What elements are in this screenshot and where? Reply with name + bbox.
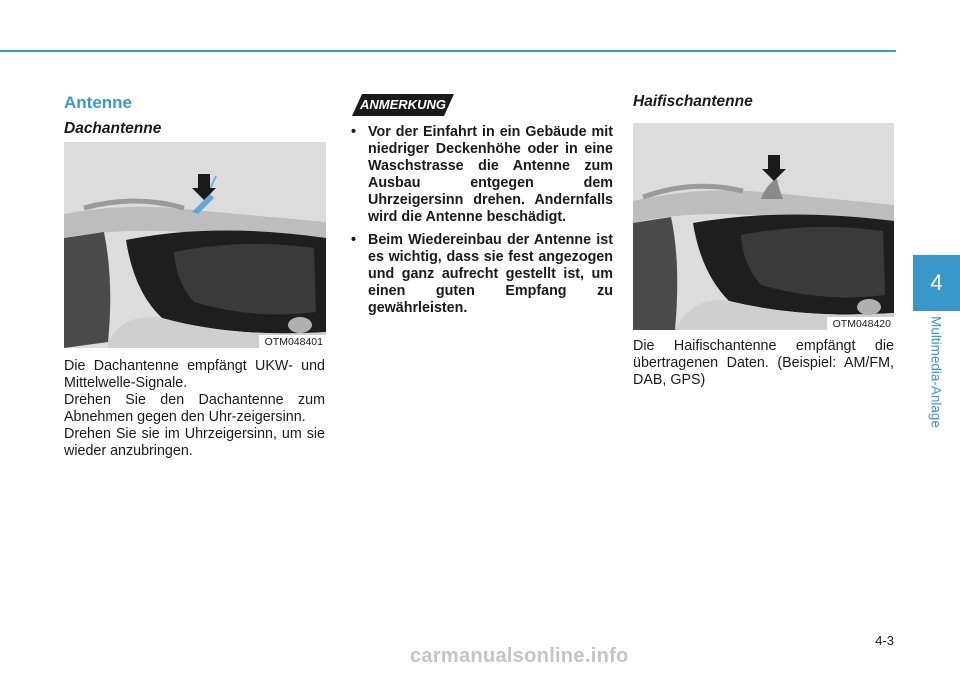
watermark: carmanualsonline.info xyxy=(410,645,629,667)
roof-antenna-illustration xyxy=(64,142,326,348)
chapter-name: Multimedia-Anlage xyxy=(928,316,944,428)
shark-antenna-figure xyxy=(633,123,894,330)
shark-antenna-description xyxy=(633,338,894,389)
list-item xyxy=(349,232,613,317)
paragraph: Die Haifischantenne empfängt die übertragenen Daten. (Beispiel: AM/FM, DAB, GPS) xyxy=(633,338,894,388)
paragraph: Drehen Sie sie im Uhrzeigersinn, um sie wieder anzubringen. xyxy=(64,426,325,459)
paragraph: Drehen Sie den Dachantenne zum Abnehmen gegen den Uhr-zeigersinn. xyxy=(64,392,325,425)
note-list xyxy=(349,124,613,323)
roof-antenna-figure-code: OTM048401 xyxy=(259,335,326,348)
shark-antenna-illustration xyxy=(633,123,894,330)
header-rule xyxy=(0,50,896,52)
paragraph: Die Dachantenne empfängt UKW- und Mittelwelle-Signale. xyxy=(64,358,325,391)
page-number: 4-3 xyxy=(875,633,894,648)
chapter-number: 4 xyxy=(930,270,943,295)
note-badge xyxy=(352,94,454,116)
chapter-tab xyxy=(913,255,960,311)
note-text: Beim Wiedereinbau der Antenne ist es wichtig, dass sie fest angezogen und ganz aufrecht gestellt ist, um einen guten Empfang zu gewährleisten. xyxy=(368,232,613,316)
bullet: • xyxy=(351,124,357,140)
note-text: Vor der Einfahrt in ein Gebäude mit niedriger Deckenhöhe oder in eine Waschstrasse die Antenne zum Ausbau entgegen dem Uhrzeigersinn drehen. Andernfalls wird die Antenne beschädigt. xyxy=(368,124,613,225)
roof-antenna-figure xyxy=(64,142,326,348)
roof-antenna-subtitle: Dachantenne xyxy=(64,120,162,137)
shark-antenna-subtitle: Haifischantenne xyxy=(633,93,753,110)
list-item xyxy=(349,124,613,226)
bullet: • xyxy=(351,232,357,248)
section-title: Antenne xyxy=(64,93,132,112)
note-label: ANMERKUNG xyxy=(360,97,446,112)
roof-antenna-description xyxy=(64,358,325,460)
shark-antenna-figure-code: OTM048420 xyxy=(827,317,894,330)
